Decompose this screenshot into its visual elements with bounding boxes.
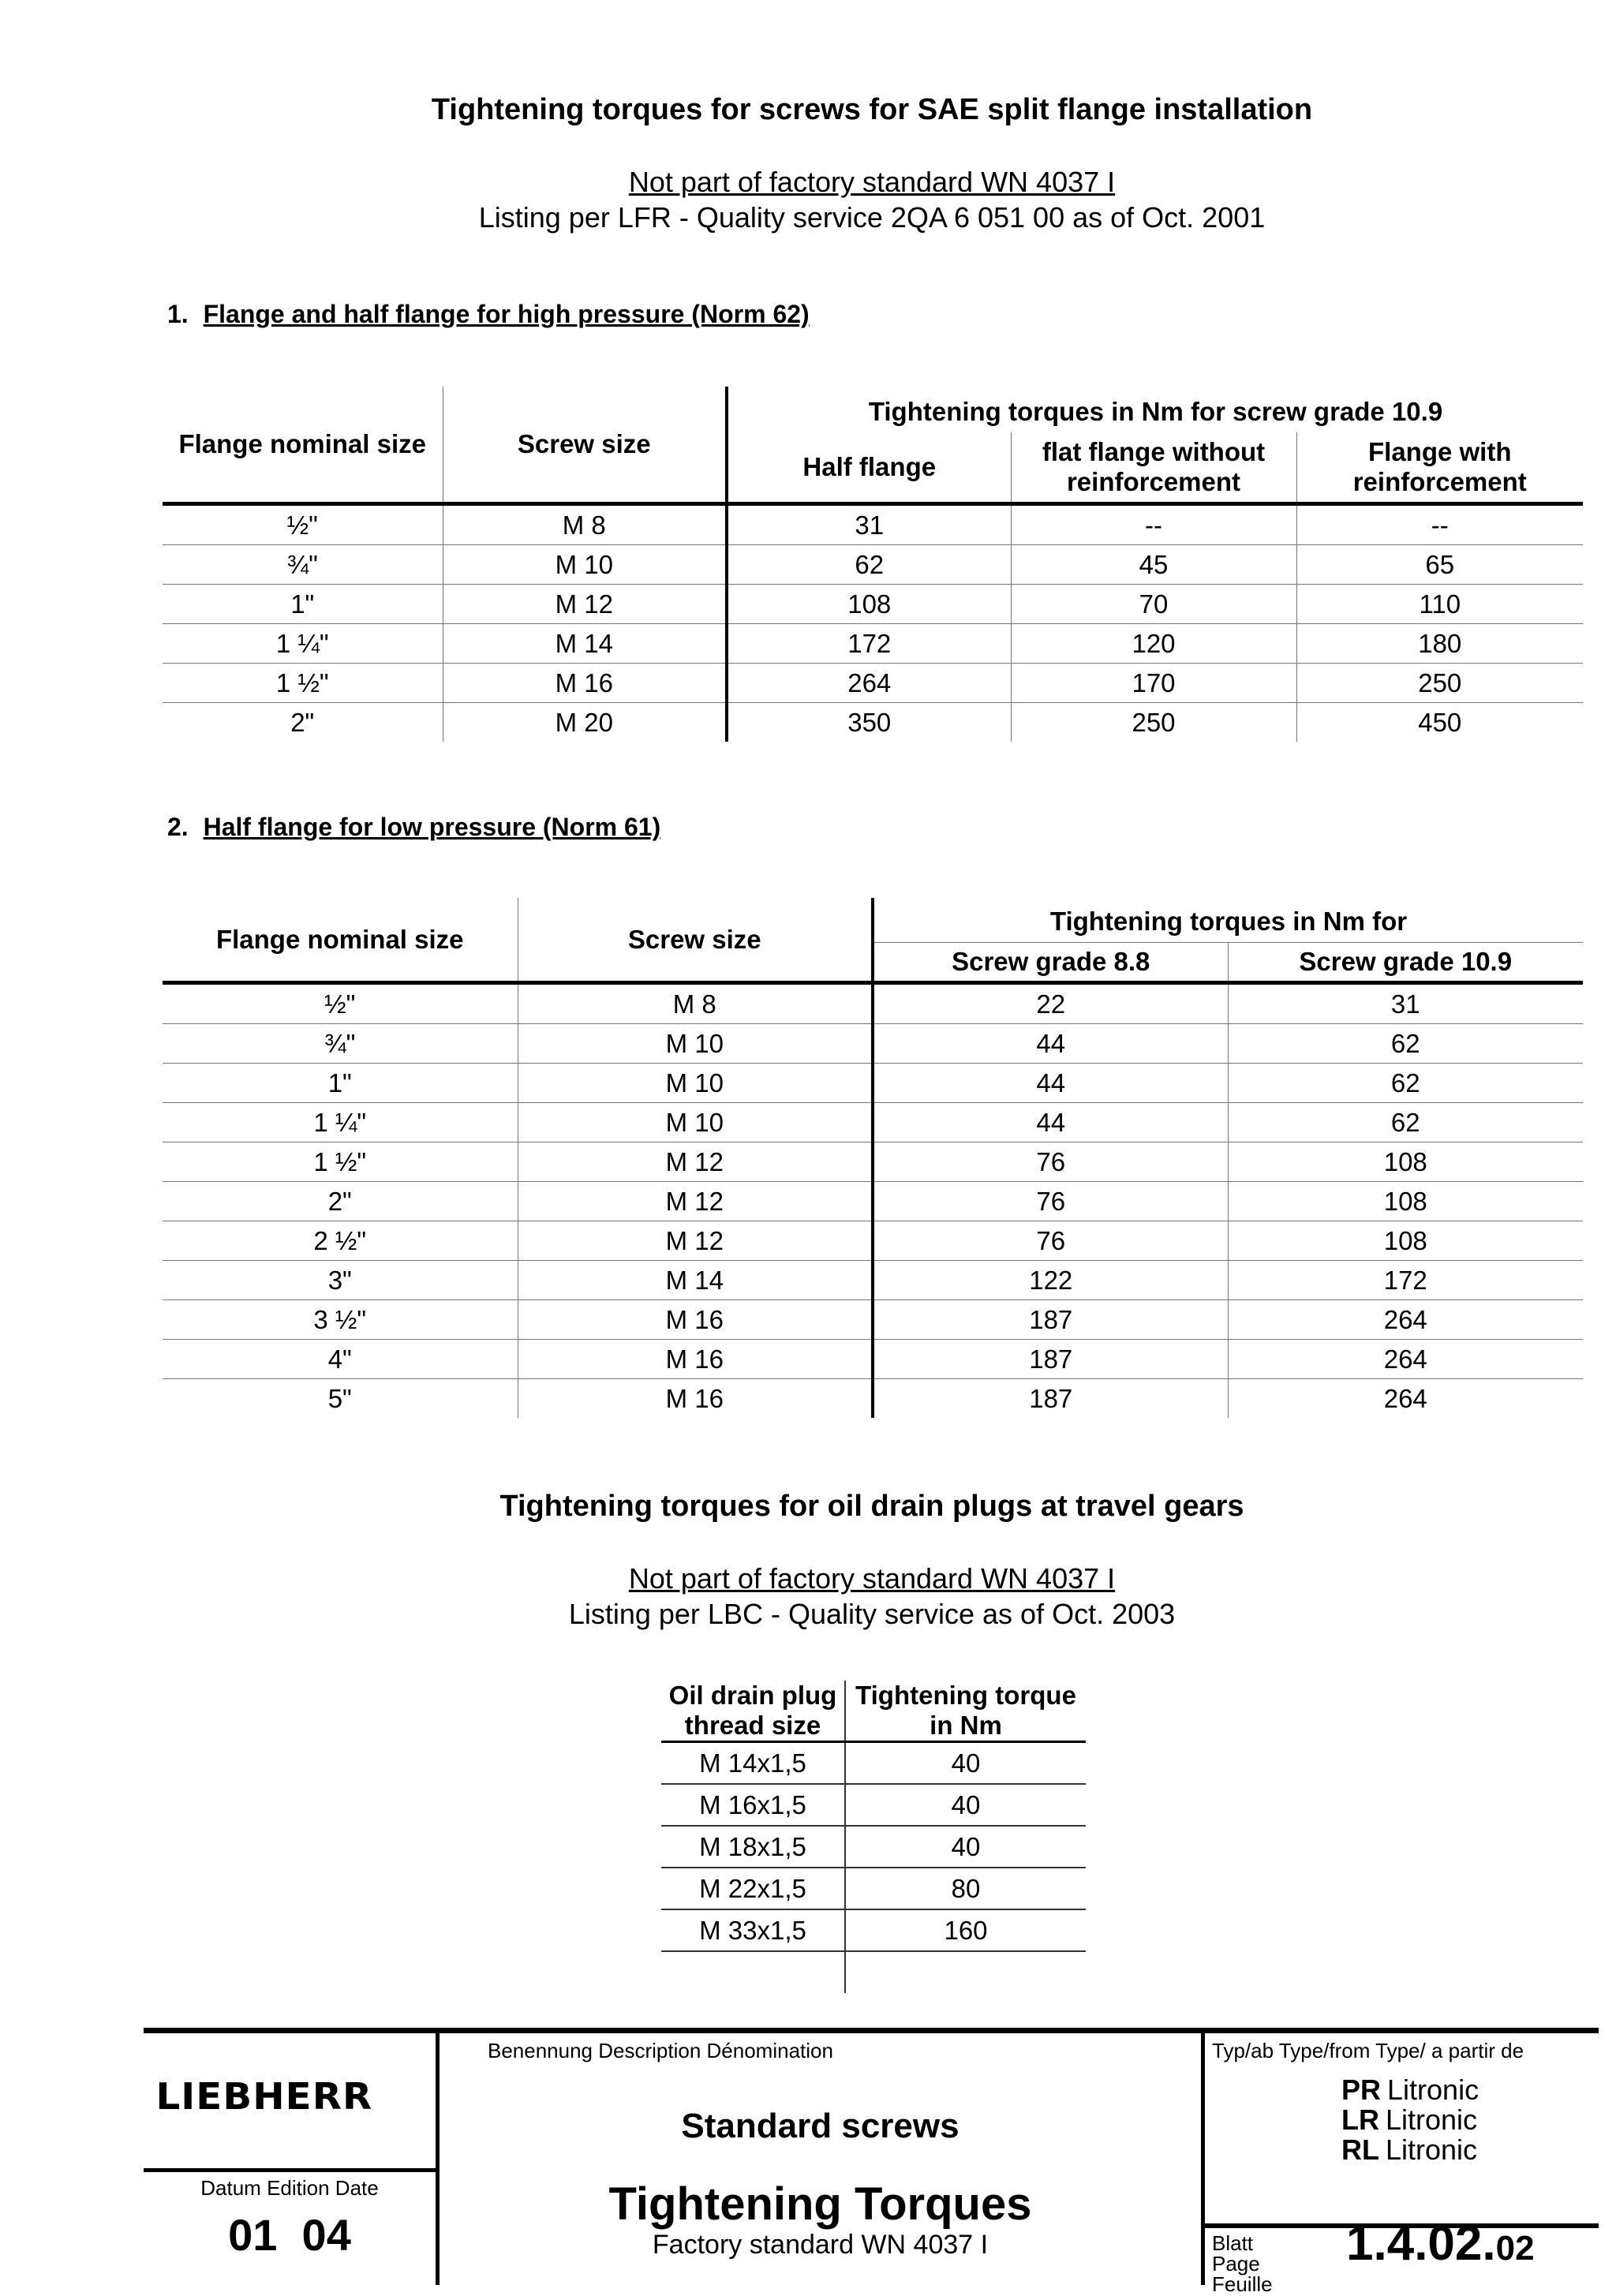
table-row <box>163 545 1583 585</box>
table-cell: 62 <box>1228 1024 1583 1064</box>
table-row <box>661 1868 1086 1909</box>
table-row <box>163 664 1583 703</box>
table-row <box>661 1784 1086 1826</box>
section1-heading-text: Flange and half flange for high pressure (Norm 62) <box>203 300 810 328</box>
table-row <box>163 1300 1583 1340</box>
table-cell: M 14 <box>518 1261 873 1300</box>
table-cell: 65 <box>1296 545 1583 585</box>
table-cell: M 8 <box>443 504 727 545</box>
table-cell: M 16x1,5 <box>661 1784 845 1826</box>
table-cell: 62 <box>1228 1103 1583 1142</box>
table-cell: 44 <box>873 1103 1228 1142</box>
table-cell: 70 <box>1011 585 1296 624</box>
table-cell: 1 ½" <box>163 1142 518 1182</box>
table-cell: 5" <box>327 1383 352 1413</box>
table-cell: 4" <box>163 1340 518 1379</box>
table-cell: ¾" <box>163 545 443 585</box>
table-cell: 187 <box>873 1379 1228 1419</box>
table-cell: M 10 <box>443 545 727 585</box>
type-code: RL <box>1341 2133 1379 2166</box>
table-cell: 160 <box>845 1909 1086 1951</box>
table-cell: M 12 <box>518 1221 873 1261</box>
section2-number: 2. <box>167 813 189 841</box>
drain-col-torque: Tightening torque in Nm <box>845 1681 1086 1742</box>
table-row <box>163 1024 1583 1064</box>
title-block-divider-right <box>1201 2033 1205 2285</box>
header-note <box>0 166 1616 199</box>
table-cell: 3" <box>163 1261 518 1300</box>
section2-heading-text: Half flange for low pressure (Norm 61) <box>203 813 661 841</box>
table-cell: ½" <box>163 983 518 1024</box>
table-cell: M 8 <box>518 983 873 1024</box>
table-cell: M 20 <box>443 703 727 742</box>
type-list <box>1341 2075 1479 2165</box>
table-cell: 1 ½" <box>163 664 443 703</box>
table-row <box>163 1142 1583 1182</box>
table-cell: 264 <box>1228 1300 1583 1340</box>
table-row <box>163 1340 1583 1379</box>
table-row <box>163 585 1583 624</box>
date-label: Datum Edition Date <box>200 2176 379 2200</box>
page-label-page: Page <box>1212 2252 1260 2275</box>
col2-group-torque: Tightening torques in Nm for <box>873 898 1583 943</box>
type-name: Litronic <box>1386 2103 1478 2136</box>
type-code: LR <box>1341 2103 1379 2136</box>
table-cell: 187 <box>873 1300 1228 1340</box>
col-half-flange: Half flange <box>727 432 1011 504</box>
table-cell: 350 <box>727 703 1011 742</box>
table-cell: M 33x1,5 <box>661 1909 845 1951</box>
table-cell: 40 <box>845 1742 1086 1785</box>
section1-number: 1. <box>167 300 189 328</box>
table-row-empty <box>661 1951 1086 1993</box>
table-row <box>163 504 1583 545</box>
table-cell: 62 <box>1228 1064 1583 1103</box>
title-block-date-border <box>144 2168 436 2172</box>
type-name: Litronic <box>1386 2133 1478 2166</box>
table-cell: 264 <box>1228 1379 1583 1419</box>
table-row <box>163 1103 1583 1142</box>
title-block-top-border <box>144 2028 1599 2033</box>
page-label-blatt: Blatt <box>1212 2231 1254 2255</box>
col-flat-flange: flat flange without reinforcement <box>1011 432 1296 504</box>
drain-note-text: Not part of factory standard WN 4037 I <box>628 1562 1116 1595</box>
table-cell: M 12 <box>518 1142 873 1182</box>
type-code: PR <box>1341 2074 1382 2106</box>
table-cell: 264 <box>727 664 1011 703</box>
table-cell: ½" <box>163 504 443 545</box>
table-cell: 2" <box>290 707 315 737</box>
table-cell: 180 <box>1296 624 1583 664</box>
table-cell: 76 <box>873 1182 1228 1221</box>
table-cell: 1" <box>163 585 443 624</box>
table-cell: M 16 <box>518 1340 873 1379</box>
table-cell: 62 <box>727 545 1011 585</box>
table-cell: 187 <box>873 1340 1228 1379</box>
table-cell: M 22x1,5 <box>661 1868 845 1909</box>
table-cell: 170 <box>1011 664 1296 703</box>
table-row <box>163 983 1583 1024</box>
page-number <box>1346 2216 1535 2272</box>
table-row <box>163 1182 1583 1221</box>
table-cell: 108 <box>1228 1142 1583 1182</box>
table-cell <box>845 1951 1086 1993</box>
table-cell: 120 <box>1011 624 1296 664</box>
description-label: Benennung Description Dénomination <box>488 2039 833 2062</box>
col2-grade-109: Screw grade 10.9 <box>1228 943 1583 983</box>
drain-table <box>661 1681 1086 1993</box>
table-cell: 108 <box>1228 1182 1583 1221</box>
type-name: Litronic <box>1387 2074 1479 2106</box>
table-cell: 44 <box>873 1024 1228 1064</box>
description-line3: Factory standard WN 4037 I <box>652 2230 989 2260</box>
drain-listing: Listing per LBC - Quality service as of Oct. 2003 <box>568 1598 1176 1630</box>
table-cell: M 10 <box>518 1024 873 1064</box>
table-row <box>163 1064 1583 1103</box>
table-cell: 172 <box>1228 1261 1583 1300</box>
header-listing: Listing per LFR - Quality service 2QA 6 051 00 as of Oct. 2001 <box>478 201 1266 234</box>
table-cell <box>661 1951 845 1993</box>
col-group-torque: Tightening torques in Nm for screw grade 10.9 <box>727 387 1583 432</box>
section2-heading <box>167 813 660 842</box>
page-number-sub: 02 <box>1495 2229 1535 2268</box>
table-cell: 76 <box>873 1221 1228 1261</box>
table-cell: M 16 <box>443 664 727 703</box>
table-cell: 2 ½" <box>163 1221 518 1261</box>
table-cell: 122 <box>873 1261 1228 1300</box>
table-cell: M 18x1,5 <box>661 1826 845 1868</box>
table-cell: -- <box>1011 504 1296 545</box>
type-item <box>1341 2075 1479 2105</box>
type-item <box>1341 2105 1479 2135</box>
table-cell: 31 <box>1228 983 1583 1024</box>
table-cell: 44 <box>873 1064 1228 1103</box>
page-title-text: Tightening torques for screws for SAE split flange installation <box>431 93 1313 126</box>
table-cell: 172 <box>727 624 1011 664</box>
table-cell: 80 <box>845 1868 1086 1909</box>
liebherr-logo: LIEBHERR <box>155 2075 373 2118</box>
date-value: 01 04 <box>228 2210 351 2260</box>
table-cell: 108 <box>727 585 1011 624</box>
description-line1: Standard screws <box>681 2107 960 2145</box>
type-label: Typ/ab Type/from Type/ a partir de <box>1212 2039 1524 2062</box>
table-cell: M 16 <box>518 1379 873 1419</box>
table-cell: M 16 <box>518 1300 873 1340</box>
table-cell: M 14x1,5 <box>661 1742 845 1785</box>
table-cell: 22 <box>873 983 1228 1024</box>
col-screw-size: Screw size <box>443 387 727 504</box>
type-item <box>1341 2135 1479 2165</box>
table-cell: 1" <box>163 1064 518 1103</box>
col2-screw-size: Screw size <box>518 898 873 983</box>
table-cell: M 12 <box>443 585 727 624</box>
table-cell: 76 <box>873 1142 1228 1182</box>
table-cell: 40 <box>845 1784 1086 1826</box>
table-cell: M 14 <box>443 624 727 664</box>
drain-title: Tightening torques for oil drain plugs at travel gears <box>499 1490 1244 1523</box>
section1-table <box>163 387 1583 742</box>
table-cell: 264 <box>1228 1340 1583 1379</box>
page-number-main: 1.4.02. <box>1346 2216 1496 2271</box>
col-reinforced-flange: Flange with reinforcement <box>1296 432 1583 504</box>
table-cell: 450 <box>1296 703 1583 742</box>
table-cell: 1 ¼" <box>163 624 443 664</box>
table-cell: M 12 <box>518 1182 873 1221</box>
table-cell: 110 <box>1296 585 1583 624</box>
col2-flange-size: Flange nominal size <box>163 898 518 983</box>
table-row <box>163 703 1583 742</box>
table-row <box>661 1909 1086 1951</box>
page-title <box>0 93 1616 127</box>
table-cell: 40 <box>845 1826 1086 1868</box>
table-cell: -- <box>1296 504 1583 545</box>
col2-grade-88: Screw grade 8.8 <box>873 943 1228 983</box>
header-note-text: Not part of factory standard WN 4037 I <box>628 166 1116 198</box>
section1-heading <box>167 300 810 329</box>
table-cell: 250 <box>1296 664 1583 703</box>
page-label-feuille: Feuille <box>1212 2272 1273 2296</box>
section2-table <box>163 898 1583 1418</box>
table-row <box>661 1742 1086 1785</box>
table-row <box>163 1261 1583 1300</box>
table-cell: 31 <box>727 504 1011 545</box>
table-cell: 108 <box>1228 1221 1583 1261</box>
table-cell: 250 <box>1011 703 1296 742</box>
drain-col-thread: Oil drain plug thread size <box>661 1681 845 1742</box>
description-line2: Tightening Torques <box>608 2178 1032 2230</box>
table-row <box>163 1379 1583 1419</box>
table-cell: 45 <box>1011 545 1296 585</box>
table-cell: 3 ½" <box>163 1300 518 1340</box>
page-label <box>1212 2233 1273 2294</box>
table-cell: M 10 <box>518 1103 873 1142</box>
table-cell: 2" <box>163 1182 518 1221</box>
table-cell: M 10 <box>518 1064 873 1103</box>
drain-note <box>0 1562 1616 1595</box>
table-cell: ¾" <box>163 1024 518 1064</box>
table-row <box>163 1221 1583 1261</box>
table-row <box>163 624 1583 664</box>
col-flange-size: Flange nominal size <box>163 387 443 504</box>
table-cell: 1 ¼" <box>163 1103 518 1142</box>
table-row <box>661 1826 1086 1868</box>
